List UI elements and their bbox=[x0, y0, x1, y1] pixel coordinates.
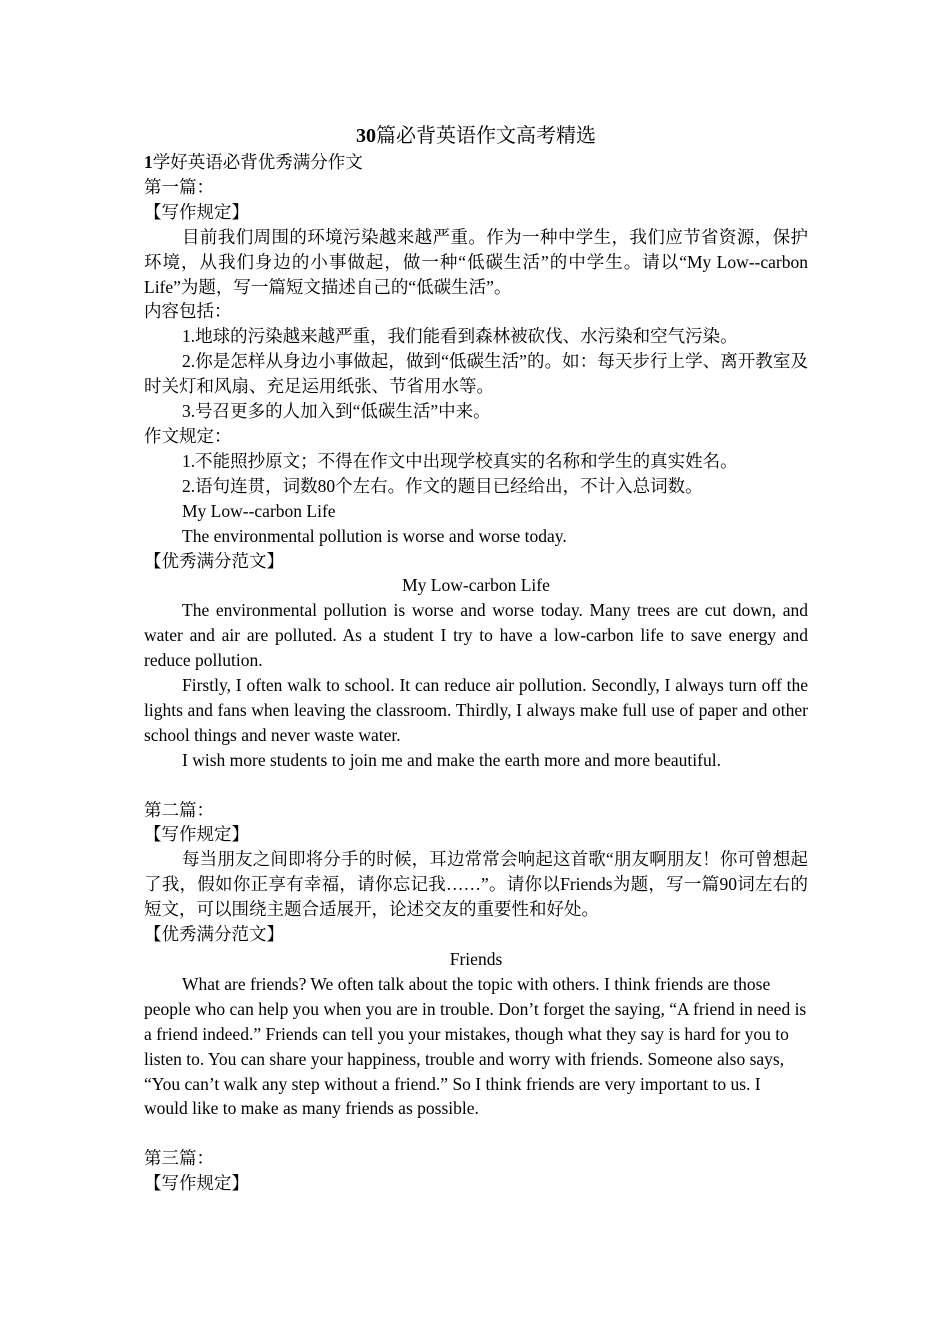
essay1-sample-paragraph-2: Firstly, I often walk to school. It can reduce air pollution. Secondly, I always turn off the lights and fans when leaving the classroom. Thirdly, I always make full use of paper and other school things and never waste water. bbox=[144, 675, 808, 745]
document-body bbox=[144, 122, 808, 1196]
essay1-sample-title: My Low-carbon Life bbox=[402, 575, 550, 596]
essay2-sample-paragraph: What are friends? We often talk about the topic with others. I think friends are those people who can help you when you are in trouble. Don’t forget the saying, “A friend in need is a friend indeed.” Friends can tell you your mistakes, though what they say is hard for you to listen to. You can share your happiness, trouble and worry with friends. Someone also says, “You can’t walk any step without a friend.” So I think friends are very important to us. I would like to make as many friends as possible. bbox=[144, 973, 807, 1119]
essay1-sample-paragraph-3: I wish more students to join me and make the earth more and more beautiful. bbox=[182, 749, 721, 770]
essay1-content-item-2: 2.你是怎样从身边小事做起，做到“低碳生活”的。如：每天步行上学、离开教室及时关灯和风扇、充足运用纸张、节省用水等。 bbox=[144, 351, 808, 397]
essay1-label: 第一篇： bbox=[144, 176, 214, 197]
essay2-sample-header: 【优秀满分范文】 bbox=[144, 924, 284, 945]
subtitle-text: 学好英语必背优秀满分作文 bbox=[152, 152, 363, 172]
essay3-req-header: 【写作规定】 bbox=[144, 1173, 249, 1194]
section-subtitle bbox=[144, 150, 808, 175]
essay2-label: 第二篇： bbox=[144, 799, 214, 820]
essay1-req-header: 【写作规定】 bbox=[144, 201, 249, 222]
essay1-content-item-3: 3.号召更多的人加入到“低碳生活”中来。 bbox=[182, 401, 491, 422]
essay2-req-header: 【写作规定】 bbox=[144, 824, 249, 845]
essay1-given-title: My Low--carbon Life bbox=[182, 500, 336, 521]
blank-line bbox=[144, 1121, 808, 1146]
title-text: 篇必背英语作文高考精选 bbox=[376, 125, 596, 147]
essay1-sample-paragraph-1: The environmental pollution is worse and worse today. Many trees are cut down, and water and air are polluted. As a student I try to have a low-carbon life to save energy and reduce pollution. bbox=[144, 600, 808, 671]
essay1-rules-label: 作文规定： bbox=[144, 425, 232, 446]
essay1-content-label: 内容包括： bbox=[144, 301, 232, 322]
document-title bbox=[144, 122, 808, 150]
essay3-label: 第三篇： bbox=[144, 1148, 214, 1169]
essay2-sample-title: Friends bbox=[449, 948, 503, 969]
essay1-rule-1: 1.不能照抄原文；不得在作文中出现学校真实的名称和学生的真实姓名。 bbox=[182, 450, 738, 471]
essay1-content-item-1: 1.地球的污染越来越严重，我们能看到森林被砍伐、水污染和空气污染。 bbox=[182, 326, 738, 347]
essay2-req-body: 每当朋友之间即将分手的时候，耳边常常会响起这首歌“朋友啊朋友！你可曾想起了我，假如你正享有幸福，请你忘记我……”。请你以Friends为题，写一篇90词左右的短文，可以围绕主题合适展开，论述交友的重要性和好处。 bbox=[144, 849, 808, 920]
essay1-sample-header: 【优秀满分范文】 bbox=[144, 550, 284, 571]
subtitle-number: 1 bbox=[144, 152, 153, 172]
blank-line bbox=[144, 773, 808, 798]
essay1-req-body: 目前我们周围的环境污染越来越严重。作为一种中学生，我们应节省资源，保护环境，从我们身边的小事做起，做一种“低碳生活”的中学生。请以“My Low--carbon Life”为题，写一篇短文描述自己的“低碳生活”。 bbox=[144, 226, 808, 297]
essay1-given-first-line: The environmental pollution is worse and worse today. bbox=[182, 525, 567, 546]
essay1-rule-2: 2.语句连贯，词数80个左右。作文的题目已经给出，不计入总词数。 bbox=[182, 475, 703, 496]
title-number: 30 bbox=[356, 125, 376, 147]
